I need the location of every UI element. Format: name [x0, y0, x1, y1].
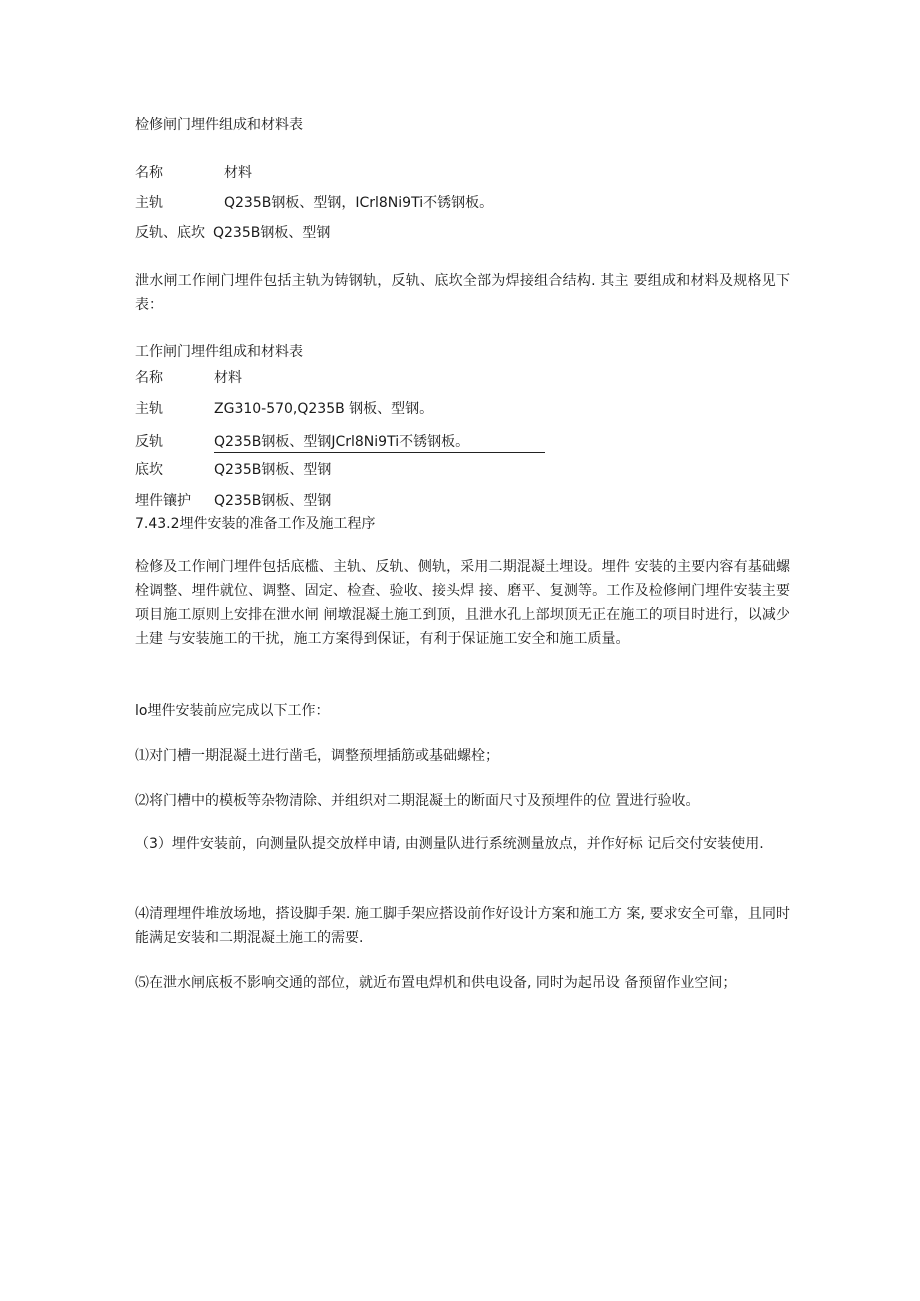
table1-row-name: 主轨 — [135, 195, 163, 211]
table2-header-material: 材料 — [214, 370, 242, 386]
section-heading: 7.43.2埋件安装的准备工作及施工程序 — [135, 516, 376, 532]
table1-row-material: Q235B钢板、型钢 — [213, 225, 331, 241]
preparation-intro: lo埋件安装前应完成以下工作： — [135, 703, 330, 719]
list-item: ⑴对门槽一期混凝土进行凿毛，调整预埋插筋或基础螺栓； — [135, 748, 499, 764]
table2-row-material: Q235B钢板、型钢 — [214, 493, 332, 509]
table2-row-name: 埋件镶护 — [135, 493, 191, 509]
table1-header-material: 材料 — [224, 165, 252, 181]
table2-row-name: 主轨 — [135, 401, 163, 417]
main-paragraph: 检修及工作闸门埋件包括底槛、主轨、反轨、侧轨，采用二期混凝土埋设。埋件 安装的主要内容有基础螺栓调整、埋件就位、调整、固定、检查、验收、接头焊 接、磨平、复测等。工作及检修闸门埋件安装主要项目施工原则上安排在泄水闸 闸墩混凝土施工到顶，且泄水孔上部坝顶无正在施工的项目时进行，以减少土建 与安装施工的干扰，施工方案得到保证，有利于保证施工安全和施工质量。 — [135, 559, 790, 647]
table1-header-name: 名称 — [135, 165, 163, 181]
table2-row-material: Q235B钢板、型钢 — [214, 462, 332, 478]
table2-row-material: Q235B钢板、型钢JCrl8Ni9Ti不锈钢板。 — [214, 434, 470, 450]
list-item: ⑸在泄水闸底板不影响交通的部位，就近布置电焊机和供电设备, 同时为起吊设 备预留作业空间； — [135, 975, 737, 991]
table2-header-name: 名称 — [135, 370, 163, 386]
table1-title: 检修闸门埋件组成和材料表 — [135, 117, 303, 133]
table2-rule — [214, 452, 545, 453]
table2-row-name: 反轨 — [135, 434, 163, 450]
list-item: ⑷清理埋件堆放场地，搭设脚手架. 施工脚手架应搭设前作好设计方案和施工方 案, 要求安全可靠，且同时能满足安装和二期混凝土施工的需要. — [135, 906, 790, 946]
table1-row-name: 反轨、底坎 — [135, 225, 205, 241]
list-item: （3）埋件安装前，向测量队提交放样申请, 由测量队进行系统测量放点，并作好标 记后交付安装使用. — [135, 836, 764, 852]
intro-paragraph: 泄水闸工作闸门埋件包括主轨为铸钢轨，反轨、底坎全部为焊接组合结构. 其主 要组成和材料及规格见下表： — [135, 273, 790, 313]
table2-row-name: 底坎 — [135, 462, 163, 478]
table2-title: 工作闸门埋件组成和材料表 — [135, 344, 303, 360]
list-item: ⑵将门槽中的模板等杂物清除、并组织对二期混凝土的断面尺寸及预埋件的位 置进行验收。 — [135, 793, 700, 809]
table1-row-material: Q235B钢板、型钢，ICrl8Ni9Ti不锈钢板。 — [224, 195, 494, 211]
table2-row-material: ZG310-570,Q235B 钢板、型钢。 — [214, 401, 434, 417]
